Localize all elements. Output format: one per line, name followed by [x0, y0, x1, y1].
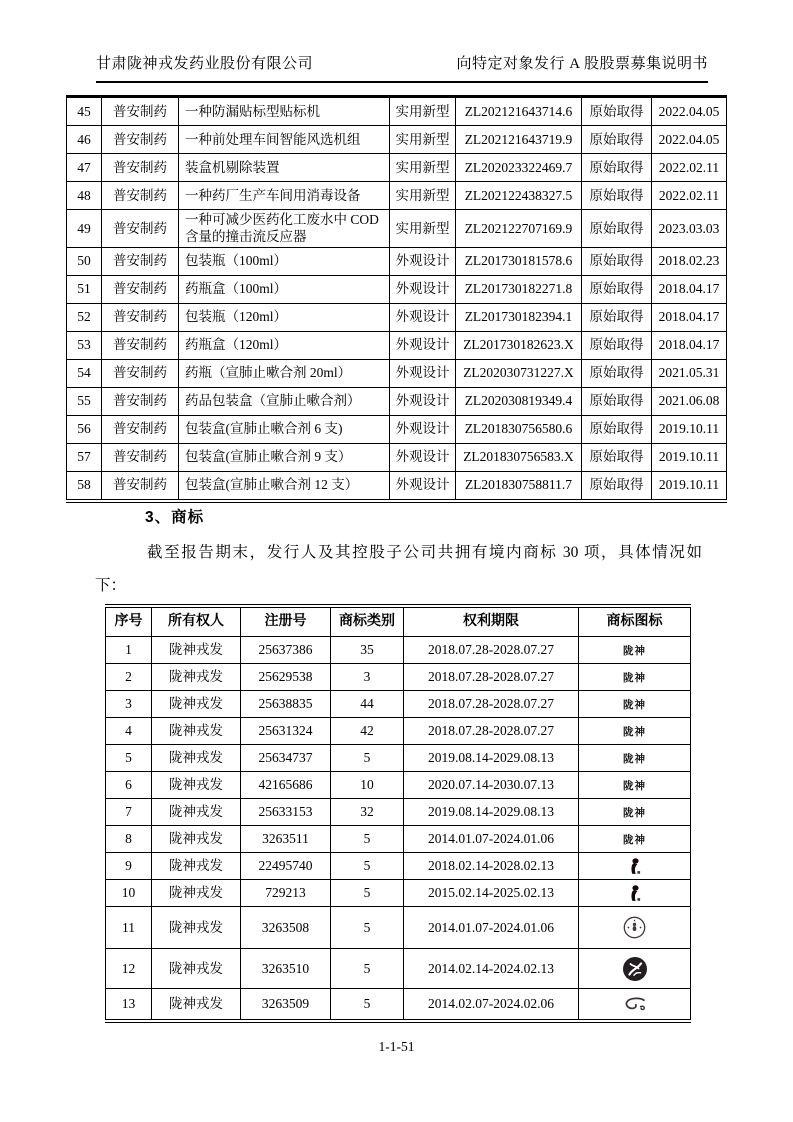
trademark-period-cell: 2014.01.07-2024.01.06	[404, 826, 579, 853]
longshen-wordmark-icon: 陇神	[623, 644, 646, 657]
patent-number-cell: ZL202023322469.7	[456, 154, 582, 182]
col-header-reg-no: 注册号	[241, 606, 331, 637]
patent-table-body	[67, 97, 727, 501]
patent-name-cell: 包装瓶（100ml）	[179, 247, 390, 275]
trademark-reg-no-cell: 3263508	[241, 907, 331, 949]
patent-type-cell: 外观设计	[390, 247, 456, 275]
trademark-class-cell: 32	[331, 799, 404, 826]
patent-table-row	[67, 415, 727, 443]
col-header-class: 商标类别	[331, 606, 404, 637]
trademark-class-cell: 5	[331, 853, 404, 880]
trademark-reg-no-cell: 25637386	[241, 637, 331, 664]
trademark-owner-cell: 陇神戎发	[152, 637, 241, 664]
patent-number-cell: ZL201830756583.X	[456, 443, 582, 471]
trademark-no-cell: 3	[106, 691, 152, 718]
longshen-wordmark-icon: 陇神	[623, 725, 646, 738]
trademark-class-cell: 5	[331, 745, 404, 772]
intro-paragraph	[95, 536, 702, 602]
trademark-table-body	[106, 637, 691, 1021]
trademark-no-cell: 13	[106, 989, 152, 1021]
patent-date-cell: 2023.03.03	[652, 210, 727, 248]
patent-owner-cell: 普安制药	[102, 359, 179, 387]
trademark-reg-no-cell: 22495740	[241, 853, 331, 880]
header-doc-title: 向特定对象发行 A 股股票募集说明书	[456, 56, 708, 72]
patent-date-cell: 2018.04.17	[652, 275, 727, 303]
trademark-owner-cell: 陇神戎发	[152, 907, 241, 949]
patent-date-cell: 2018.04.17	[652, 303, 727, 331]
patent-acquisition-cell: 原始取得	[582, 182, 652, 210]
trademark-class-cell: 5	[331, 989, 404, 1021]
trademark-header-row	[106, 606, 691, 637]
paragraph-line-2: 下：	[95, 577, 127, 594]
trademark-class-cell: 3	[331, 664, 404, 691]
page-number: 1-1-51	[378, 1039, 415, 1054]
patent-acquisition-cell: 原始取得	[582, 415, 652, 443]
patent-type-cell: 外观设计	[390, 387, 456, 415]
patent-no-cell: 46	[67, 126, 102, 154]
trademark-table-head	[106, 606, 691, 637]
patent-number-cell: ZL201730181578.6	[456, 247, 582, 275]
patent-acquisition-cell: 原始取得	[582, 471, 652, 501]
trademark-no-cell: 5	[106, 745, 152, 772]
patent-acquisition-cell: 原始取得	[582, 303, 652, 331]
patent-no-cell: 55	[67, 387, 102, 415]
col-header-mark-image: 商标图标	[579, 606, 691, 637]
trademark-class-cell: 10	[331, 772, 404, 799]
trademark-image-cell	[579, 799, 691, 826]
trademark-class-cell: 5	[331, 826, 404, 853]
patent-number-cell: ZL202030819349.4	[456, 387, 582, 415]
trademark-period-cell: 2018.07.28-2028.07.27	[404, 718, 579, 745]
patent-name-cell: 一种防漏贴标型贴标机	[179, 97, 390, 126]
trademark-class-cell: 5	[331, 949, 404, 989]
patent-owner-cell: 普安制药	[102, 331, 179, 359]
trademark-table-row	[106, 907, 691, 949]
trademark-owner-cell: 陇神戎发	[152, 691, 241, 718]
patent-type-cell: 实用新型	[390, 126, 456, 154]
patent-number-cell: ZL202030731227.X	[456, 359, 582, 387]
patent-type-cell: 实用新型	[390, 182, 456, 210]
trademark-owner-cell: 陇神戎发	[152, 853, 241, 880]
circular-seal-mark-icon	[623, 916, 646, 939]
patent-no-cell: 58	[67, 471, 102, 501]
patent-type-cell: 外观设计	[390, 415, 456, 443]
patent-owner-cell: 普安制药	[102, 210, 179, 248]
patent-name-cell: 包装盒(宣肺止嗽合剂 12 支）	[179, 471, 390, 501]
section-title: 3、商标	[145, 509, 205, 526]
trademark-owner-cell: 陇神戎发	[152, 772, 241, 799]
patent-owner-cell: 普安制药	[102, 97, 179, 126]
patent-number-cell: ZL202121643714.6	[456, 97, 582, 126]
trademark-image-cell	[579, 826, 691, 853]
trademark-no-cell: 2	[106, 664, 152, 691]
header-company-name: 甘肃陇神戎发药业股份有限公司	[96, 56, 314, 72]
trademark-image-cell	[579, 691, 691, 718]
patent-table-row	[67, 359, 727, 387]
trademark-no-cell: 10	[106, 880, 152, 907]
patent-number-cell: ZL202122438327.5	[456, 182, 582, 210]
col-header-owner: 所有权人	[152, 606, 241, 637]
trademark-reg-no-cell: 42165686	[241, 772, 331, 799]
patent-name-cell: 药瓶（宣肺止嗽合剂 20ml）	[179, 359, 390, 387]
trademark-period-cell: 2020.07.14-2030.07.13	[404, 772, 579, 799]
trademark-table-row	[106, 799, 691, 826]
patent-type-cell: 外观设计	[390, 331, 456, 359]
trademark-reg-no-cell: 25633153	[241, 799, 331, 826]
trademark-table-row	[106, 989, 691, 1021]
patent-owner-cell: 普安制药	[102, 415, 179, 443]
trademark-no-cell: 1	[106, 637, 152, 664]
calligraphic-swirl-mark-icon	[622, 997, 647, 1012]
patent-name-cell: 包装瓶（120ml）	[179, 303, 390, 331]
patent-acquisition-cell: 原始取得	[582, 275, 652, 303]
patent-acquisition-cell: 原始取得	[582, 443, 652, 471]
patent-date-cell: 2022.04.05	[652, 126, 727, 154]
trademark-period-cell: 2018.07.28-2028.07.27	[404, 691, 579, 718]
patent-table-row	[67, 247, 727, 275]
patent-owner-cell: 普安制药	[102, 471, 179, 501]
patent-name-cell: 一种前处理车间智能风选机组	[179, 126, 390, 154]
longshen-wordmark-icon: 陇神	[623, 779, 646, 792]
patent-number-cell: ZL202121643719.9	[456, 126, 582, 154]
dark-roundel-mark-icon	[622, 956, 648, 982]
trademark-no-cell: 4	[106, 718, 152, 745]
trademark-table	[105, 604, 691, 1023]
patent-name-cell: 一种药厂生产车间用消毒设备	[179, 182, 390, 210]
trademark-table-row	[106, 691, 691, 718]
longshen-wordmark-icon: 陇神	[623, 806, 646, 819]
person-silhouette-mark-icon	[628, 885, 641, 902]
patent-owner-cell: 普安制药	[102, 443, 179, 471]
patent-acquisition-cell: 原始取得	[582, 387, 652, 415]
person-silhouette-mark-icon	[628, 858, 641, 875]
patent-type-cell: 外观设计	[390, 303, 456, 331]
col-header-no: 序号	[106, 606, 152, 637]
trademark-no-cell: 6	[106, 772, 152, 799]
trademark-reg-no-cell: 25638835	[241, 691, 331, 718]
patent-type-cell: 实用新型	[390, 210, 456, 248]
patent-owner-cell: 普安制药	[102, 387, 179, 415]
trademark-table-row	[106, 826, 691, 853]
trademark-reg-no-cell: 25629538	[241, 664, 331, 691]
trademark-owner-cell: 陇神戎发	[152, 826, 241, 853]
patent-owner-cell: 普安制药	[102, 275, 179, 303]
patent-owner-cell: 普安制药	[102, 126, 179, 154]
trademark-reg-no-cell: 25631324	[241, 718, 331, 745]
trademark-class-cell: 35	[331, 637, 404, 664]
patent-number-cell: ZL201730182394.1	[456, 303, 582, 331]
patent-table	[66, 95, 727, 503]
trademark-owner-cell: 陇神戎发	[152, 664, 241, 691]
patent-table-row	[67, 443, 727, 471]
longshen-wordmark-icon: 陇神	[623, 752, 646, 765]
trademark-reg-no-cell: 3263510	[241, 949, 331, 989]
trademark-owner-cell: 陇神戎发	[152, 880, 241, 907]
patent-type-cell: 实用新型	[390, 97, 456, 126]
trademark-owner-cell: 陇神戎发	[152, 799, 241, 826]
trademark-owner-cell: 陇神戎发	[152, 989, 241, 1021]
patent-date-cell: 2021.06.08	[652, 387, 727, 415]
trademark-image-cell	[579, 853, 691, 880]
patent-date-cell: 2019.10.11	[652, 415, 727, 443]
patent-acquisition-cell: 原始取得	[582, 331, 652, 359]
trademark-period-cell: 2015.02.14-2025.02.13	[404, 880, 579, 907]
patent-number-cell: ZL201730182623.X	[456, 331, 582, 359]
trademark-period-cell: 2019.08.14-2029.08.13	[404, 799, 579, 826]
trademark-image-cell	[579, 880, 691, 907]
patent-acquisition-cell: 原始取得	[582, 126, 652, 154]
patent-date-cell: 2021.05.31	[652, 359, 727, 387]
patent-date-cell: 2022.02.11	[652, 182, 727, 210]
patent-acquisition-cell: 原始取得	[582, 154, 652, 182]
patent-name-cell: 一种可减少医药化工废水中 COD 含量的撞击流反应器	[179, 210, 390, 248]
patent-type-cell: 外观设计	[390, 443, 456, 471]
patent-type-cell: 实用新型	[390, 154, 456, 182]
patent-number-cell: ZL202122707169.9	[456, 210, 582, 248]
patent-type-cell: 外观设计	[390, 471, 456, 501]
trademark-period-cell: 2014.01.07-2024.01.06	[404, 907, 579, 949]
trademark-table-row	[106, 745, 691, 772]
patent-table-row	[67, 126, 727, 154]
patent-name-cell: 药品包装盒（宣肺止嗽合剂）	[179, 387, 390, 415]
patent-name-cell: 药瓶盒（120ml）	[179, 331, 390, 359]
patent-date-cell: 2022.02.11	[652, 154, 727, 182]
patent-no-cell: 53	[67, 331, 102, 359]
patent-number-cell: ZL201730182271.8	[456, 275, 582, 303]
patent-date-cell: 2019.10.11	[652, 443, 727, 471]
patent-table-row	[67, 210, 727, 248]
trademark-image-cell	[579, 907, 691, 949]
patent-type-cell: 外观设计	[390, 359, 456, 387]
patent-name-cell: 包装盒(宣肺止嗽合剂 9 支）	[179, 443, 390, 471]
trademark-owner-cell: 陇神戎发	[152, 718, 241, 745]
trademark-reg-no-cell: 25634737	[241, 745, 331, 772]
patent-owner-cell: 普安制药	[102, 247, 179, 275]
patent-no-cell: 49	[67, 210, 102, 248]
trademark-image-cell	[579, 772, 691, 799]
trademark-image-cell	[579, 718, 691, 745]
patent-acquisition-cell: 原始取得	[582, 97, 652, 126]
patent-no-cell: 50	[67, 247, 102, 275]
trademark-no-cell: 11	[106, 907, 152, 949]
trademark-table-row	[106, 718, 691, 745]
trademark-image-cell	[579, 664, 691, 691]
longshen-wordmark-icon: 陇神	[623, 671, 646, 684]
trademark-owner-cell: 陇神戎发	[152, 745, 241, 772]
patent-acquisition-cell: 原始取得	[582, 247, 652, 275]
patent-table-row	[67, 303, 727, 331]
trademark-table-row	[106, 664, 691, 691]
trademark-reg-no-cell: 3263509	[241, 989, 331, 1021]
patent-date-cell: 2022.04.05	[652, 97, 727, 126]
trademark-image-cell	[579, 637, 691, 664]
col-header-period: 权利期限	[404, 606, 579, 637]
trademark-image-cell	[579, 745, 691, 772]
trademark-table-row	[106, 637, 691, 664]
patent-no-cell: 48	[67, 182, 102, 210]
patent-date-cell: 2019.10.11	[652, 471, 727, 501]
patent-acquisition-cell: 原始取得	[582, 359, 652, 387]
patent-table-row	[67, 331, 727, 359]
trademark-no-cell: 7	[106, 799, 152, 826]
patent-name-cell: 装盒机剔除装置	[179, 154, 390, 182]
patent-no-cell: 51	[67, 275, 102, 303]
trademark-period-cell: 2018.07.28-2028.07.27	[404, 664, 579, 691]
trademark-class-cell: 5	[331, 907, 404, 949]
patent-date-cell: 2018.04.17	[652, 331, 727, 359]
trademark-reg-no-cell: 729213	[241, 880, 331, 907]
patent-no-cell: 45	[67, 97, 102, 126]
patent-name-cell: 包装盒(宣肺止嗽合剂 6 支)	[179, 415, 390, 443]
trademark-table-row	[106, 853, 691, 880]
trademark-no-cell: 8	[106, 826, 152, 853]
longshen-wordmark-icon: 陇神	[623, 698, 646, 711]
patent-name-cell: 药瓶盒（100ml）	[179, 275, 390, 303]
patent-owner-cell: 普安制药	[102, 182, 179, 210]
trademark-period-cell: 2014.02.07-2024.02.06	[404, 989, 579, 1021]
patent-table-row	[67, 387, 727, 415]
patent-table-row	[67, 275, 727, 303]
patent-number-cell: ZL201830756580.6	[456, 415, 582, 443]
trademark-period-cell: 2019.08.14-2029.08.13	[404, 745, 579, 772]
patent-number-cell: ZL201830758811.7	[456, 471, 582, 501]
paragraph-line-1: 截至报告期末，发行人及其控股子公司共拥有境内商标 30 项，具体情况如	[147, 544, 702, 561]
patent-no-cell: 56	[67, 415, 102, 443]
trademark-image-cell	[579, 989, 691, 1021]
patent-table-row	[67, 97, 727, 126]
patent-no-cell: 52	[67, 303, 102, 331]
longshen-wordmark-icon: 陇神	[623, 833, 646, 846]
trademark-owner-cell: 陇神戎发	[152, 949, 241, 989]
trademark-period-cell: 2014.02.14-2024.02.13	[404, 949, 579, 989]
trademark-table-row	[106, 880, 691, 907]
trademark-no-cell: 9	[106, 853, 152, 880]
patent-table-row	[67, 154, 727, 182]
trademark-period-cell: 2018.02.14-2028.02.13	[404, 853, 579, 880]
trademark-no-cell: 12	[106, 949, 152, 989]
trademark-class-cell: 42	[331, 718, 404, 745]
trademark-class-cell: 44	[331, 691, 404, 718]
patent-table-row	[67, 471, 727, 501]
trademark-table-row	[106, 949, 691, 989]
patent-acquisition-cell: 原始取得	[582, 210, 652, 248]
patent-no-cell: 47	[67, 154, 102, 182]
trademark-image-cell	[579, 949, 691, 989]
patent-owner-cell: 普安制药	[102, 154, 179, 182]
trademark-class-cell: 5	[331, 880, 404, 907]
patent-date-cell: 2018.02.23	[652, 247, 727, 275]
trademark-period-cell: 2018.07.28-2028.07.27	[404, 637, 579, 664]
trademark-reg-no-cell: 3263511	[241, 826, 331, 853]
patent-owner-cell: 普安制药	[102, 303, 179, 331]
trademark-table-row	[106, 772, 691, 799]
patent-no-cell: 57	[67, 443, 102, 471]
patent-table-row	[67, 182, 727, 210]
page-header	[96, 52, 708, 83]
patent-type-cell: 外观设计	[390, 275, 456, 303]
patent-no-cell: 54	[67, 359, 102, 387]
